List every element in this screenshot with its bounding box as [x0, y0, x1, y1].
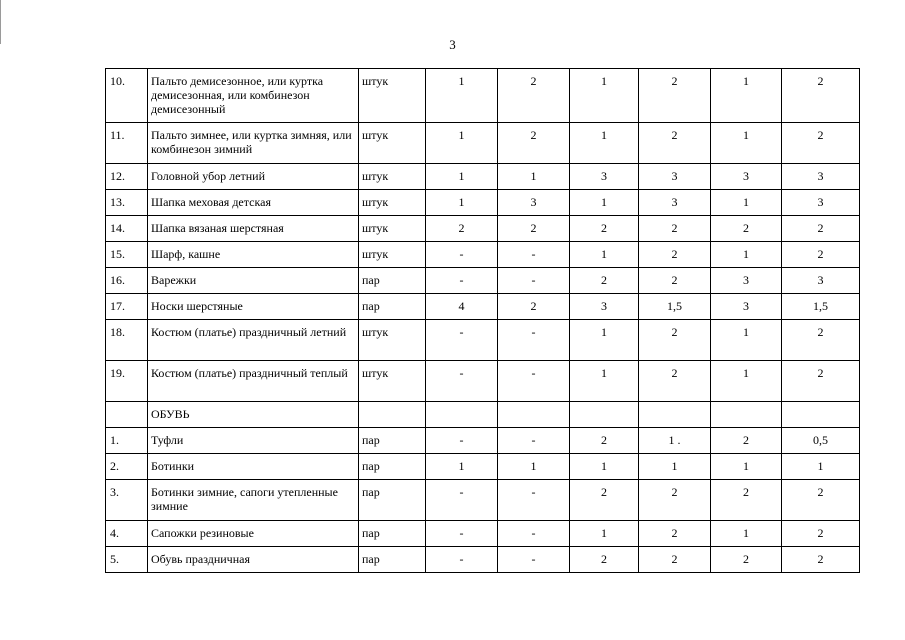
value-cell: 3 [782, 164, 860, 190]
value-cell: 1 [498, 454, 570, 480]
unit: штук [359, 320, 426, 361]
section-title: ОБУВЬ [148, 402, 359, 428]
value-cell: 2 [711, 216, 782, 242]
value-cell: 2 [498, 294, 570, 320]
value-cell: 1 [711, 69, 782, 123]
value-cell: 2 [639, 268, 711, 294]
value-cell: 2 [639, 216, 711, 242]
value-cell: 3 [639, 164, 711, 190]
value-cell: 1 [570, 242, 639, 268]
value-cell: - [426, 268, 498, 294]
value-cell: - [426, 242, 498, 268]
row-number: 17. [106, 294, 148, 320]
item-name: Костюм (платье) праздничный теплый [148, 361, 359, 402]
value-cell: 2 [498, 69, 570, 123]
item-name: Ботинки зимние, сапоги утепленные зимние [148, 480, 359, 521]
item-name: Шапка меховая детская [148, 190, 359, 216]
value-cell: 1 [639, 454, 711, 480]
value-cell: 1 [711, 361, 782, 402]
value-cell: 2 [639, 547, 711, 573]
unit: пар [359, 294, 426, 320]
value-cell: 1 [570, 361, 639, 402]
value-cell: 2 [570, 268, 639, 294]
table-row [106, 216, 860, 242]
value-cell: 2 [639, 320, 711, 361]
row-number: 1. [106, 428, 148, 454]
value-cell: 1 [711, 521, 782, 547]
unit: штук [359, 190, 426, 216]
value-cell [782, 402, 860, 428]
value-cell: 1 [711, 123, 782, 164]
item-name: Носки шерстяные [148, 294, 359, 320]
value-cell: 1 [711, 320, 782, 361]
row-number: 13. [106, 190, 148, 216]
value-cell: 2 [639, 69, 711, 123]
value-cell: 2 [711, 547, 782, 573]
value-cell: 2 [639, 521, 711, 547]
value-cell: 2 [570, 547, 639, 573]
item-name: Туфли [148, 428, 359, 454]
item-name: Пальто зимнее, или куртка зимняя, или комбинезон зимний [148, 123, 359, 164]
item-name: Сапожки резиновые [148, 521, 359, 547]
table-row [106, 521, 860, 547]
value-cell: 1 [711, 242, 782, 268]
value-cell: 2 [782, 242, 860, 268]
value-cell: 3 [498, 190, 570, 216]
value-cell: 2 [782, 547, 860, 573]
value-cell: 1,5 [639, 294, 711, 320]
unit: пар [359, 480, 426, 521]
value-cell: 3 [782, 190, 860, 216]
table-row [106, 123, 860, 164]
value-cell: 1 [711, 454, 782, 480]
value-cell: - [498, 242, 570, 268]
table-row [106, 242, 860, 268]
unit: штук [359, 361, 426, 402]
row-number: 10. [106, 69, 148, 123]
value-cell: 2 [782, 320, 860, 361]
table-row [106, 480, 860, 521]
row-number: 12. [106, 164, 148, 190]
row-number: 11. [106, 123, 148, 164]
table-row [106, 361, 860, 402]
value-cell: - [426, 480, 498, 521]
value-cell: 2 [782, 123, 860, 164]
value-cell: 3 [782, 268, 860, 294]
item-name: Ботинки [148, 454, 359, 480]
value-cell: 2 [711, 480, 782, 521]
page-number: 3 [449, 37, 456, 52]
value-cell: 2 [782, 480, 860, 521]
value-cell: 1 [570, 320, 639, 361]
value-cell: 1 [711, 190, 782, 216]
unit: штук [359, 164, 426, 190]
table-row [106, 320, 860, 361]
value-cell [498, 402, 570, 428]
value-cell: 3 [639, 190, 711, 216]
value-cell: 1 [570, 69, 639, 123]
table-row [106, 454, 860, 480]
row-number: 2. [106, 454, 148, 480]
value-cell: - [498, 547, 570, 573]
unit: штук [359, 242, 426, 268]
value-cell [639, 402, 711, 428]
value-cell: - [426, 361, 498, 402]
row-number: 4. [106, 521, 148, 547]
unit [359, 402, 426, 428]
unit: пар [359, 428, 426, 454]
row-number: 16. [106, 268, 148, 294]
value-cell: 3 [711, 164, 782, 190]
table-row [106, 428, 860, 454]
item-name: Варежки [148, 268, 359, 294]
value-cell: - [426, 547, 498, 573]
row-number [106, 402, 148, 428]
item-name: Костюм (платье) праздничный летний [148, 320, 359, 361]
value-cell: 2 [498, 216, 570, 242]
table-row [106, 69, 860, 123]
value-cell: 1 [498, 164, 570, 190]
value-cell: 1 [426, 190, 498, 216]
value-cell: 1 [426, 454, 498, 480]
table-row [106, 164, 860, 190]
unit: штук [359, 69, 426, 123]
value-cell: 2 [711, 428, 782, 454]
item-name: Пальто демисезонное, или куртка демисезонная, или комбинезон демисезонный [148, 69, 359, 123]
value-cell: 1 [426, 123, 498, 164]
value-cell [711, 402, 782, 428]
value-cell: 1 [570, 454, 639, 480]
table-row [106, 294, 860, 320]
clothing-norms-table [105, 68, 860, 573]
table-row [106, 190, 860, 216]
value-cell: - [498, 320, 570, 361]
value-cell: 2 [782, 216, 860, 242]
value-cell: 1,5 [782, 294, 860, 320]
value-cell: - [426, 320, 498, 361]
value-cell [570, 402, 639, 428]
value-cell: 0,5 [782, 428, 860, 454]
value-cell: 2 [782, 361, 860, 402]
value-cell: 2 [570, 216, 639, 242]
item-name: Обувь праздничная [148, 547, 359, 573]
row-number: 15. [106, 242, 148, 268]
value-cell: 1 [426, 69, 498, 123]
value-cell: - [426, 428, 498, 454]
value-cell: 3 [711, 268, 782, 294]
value-cell: 2 [426, 216, 498, 242]
value-cell: 2 [639, 123, 711, 164]
table-row [106, 547, 860, 573]
row-number: 5. [106, 547, 148, 573]
unit: пар [359, 521, 426, 547]
value-cell: 2 [639, 242, 711, 268]
value-cell: 3 [570, 164, 639, 190]
value-cell: 1 [570, 123, 639, 164]
unit: пар [359, 547, 426, 573]
value-cell: 1 [426, 164, 498, 190]
value-cell: 2 [498, 123, 570, 164]
value-cell: 1 [570, 190, 639, 216]
value-cell: - [426, 521, 498, 547]
unit: штук [359, 216, 426, 242]
value-cell: - [498, 361, 570, 402]
value-cell: 3 [570, 294, 639, 320]
value-cell: - [498, 521, 570, 547]
value-cell: 1 [570, 521, 639, 547]
value-cell: 1 . [639, 428, 711, 454]
row-number: 19. [106, 361, 148, 402]
unit: пар [359, 268, 426, 294]
value-cell: - [498, 268, 570, 294]
value-cell: 4 [426, 294, 498, 320]
row-number: 18. [106, 320, 148, 361]
item-name: Головной убор летний [148, 164, 359, 190]
value-cell: 3 [711, 294, 782, 320]
value-cell: 2 [570, 480, 639, 521]
unit: пар [359, 454, 426, 480]
table-row [106, 268, 860, 294]
unit: штук [359, 123, 426, 164]
value-cell: 2 [639, 480, 711, 521]
value-cell: 1 [782, 454, 860, 480]
item-name: Шапка вязаная шерстяная [148, 216, 359, 242]
value-cell: - [498, 428, 570, 454]
item-name: Шарф, кашне [148, 242, 359, 268]
value-cell: - [498, 480, 570, 521]
value-cell: 2 [782, 69, 860, 123]
value-cell: 2 [782, 521, 860, 547]
value-cell: 2 [639, 361, 711, 402]
section-row-footwear [106, 402, 860, 428]
value-cell [426, 402, 498, 428]
row-number: 3. [106, 480, 148, 521]
row-number: 14. [106, 216, 148, 242]
value-cell: 2 [570, 428, 639, 454]
